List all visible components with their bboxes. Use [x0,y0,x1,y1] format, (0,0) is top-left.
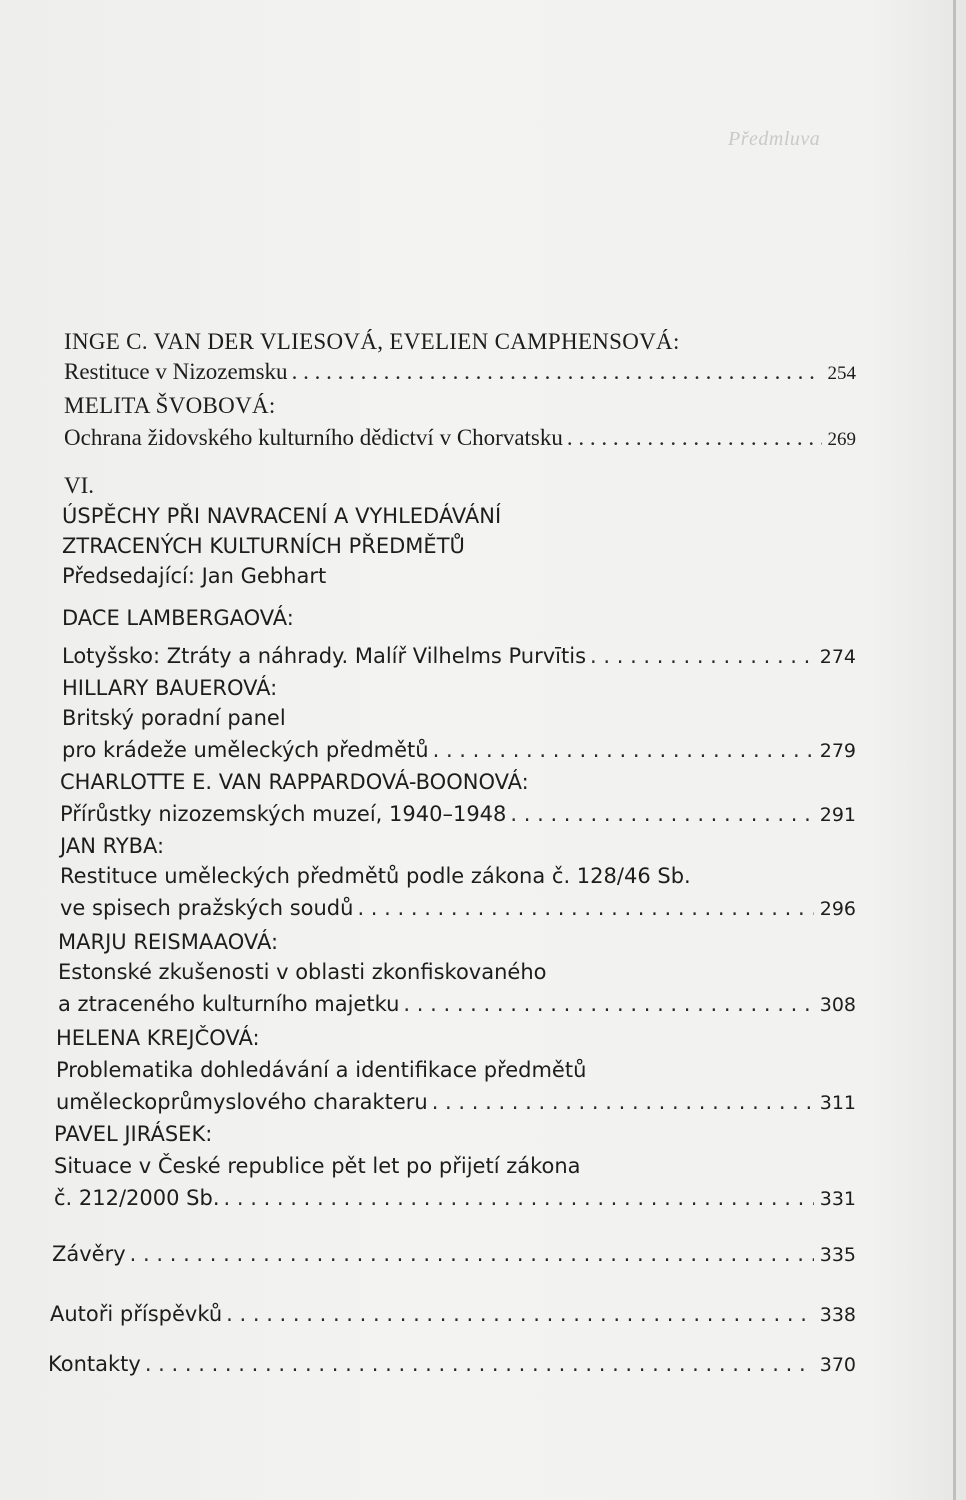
entry-author: DACE LAMBERGAOVÁ: [62,606,294,630]
entry-title-line2: uměleckoprůmyslového charakteru [56,1090,428,1114]
page-number: 370 [819,1354,856,1376]
toc-entry[interactable] [60,800,856,829]
page-number: 335 [819,1244,856,1266]
dot-leader [432,1088,814,1116]
section-chair: Předsedající: Jan Gebhart [62,564,327,588]
toc-entry-contacts[interactable] [48,1350,856,1379]
page-number: 274 [819,646,856,668]
entry-author: HELENA KREJČOVÁ: [56,1026,260,1050]
dot-leader [130,1240,814,1268]
entry-title-line1: Problematika dohledávání a identifikace předmětů [56,1058,587,1082]
toc-entry[interactable] [64,424,856,454]
page-number: 279 [819,740,856,762]
entry-author: PAVEL JIRÁSEK: [54,1122,213,1146]
toc-entry[interactable] [54,1184,856,1213]
toc-entry[interactable] [62,642,856,671]
entry-author: MARJU REISMAAOVÁ: [58,930,279,954]
page-number: 254 [827,363,856,384]
toc-entry[interactable] [64,358,856,388]
entry-title-line2: č. 212/2000 Sb. [54,1186,220,1210]
dot-leader [226,1300,814,1328]
toc-entry[interactable] [62,736,856,765]
entry-title-line1: Situace v České republice pět let po přijetí zákona [54,1154,581,1178]
page-number: 311 [819,1092,856,1114]
entry-title: Kontakty [48,1352,141,1376]
page-number: 296 [819,898,856,920]
entry-title-line2: a ztraceného kulturního majetku [58,992,400,1016]
dot-leader [224,1184,814,1212]
section-title-line2: ZTRACENÝCH KULTURNÍCH PŘEDMĚTŮ [62,534,465,558]
section-title-line1: ÚSPĚCHY PŘI NAVRACENÍ A VYHLEDÁVÁNÍ [62,504,502,528]
section-number: VI. [64,473,95,498]
toc-entry-conclusions[interactable] [52,1240,856,1269]
dot-leader [567,424,822,452]
entry-author: HILLARY BAUEROVÁ: [62,676,278,700]
dot-leader [292,358,822,386]
dot-leader [590,642,814,670]
dot-leader [145,1350,814,1378]
entry-author: JAN RYBA: [60,834,165,858]
entry-title-line2: pro krádeže uměleckých předmětů [62,738,429,762]
entry-author: CHARLOTTE E. VAN RAPPARDOVÁ-BOONOVÁ: [60,770,529,794]
show-through-heading: Předmluva [728,128,821,150]
entry-title: Ochrana židovského kulturního dědictví v Chorvatsku [64,425,563,450]
dot-leader [433,736,814,764]
entry-title-line1: Restituce uměleckých předmětů podle zákona č. 128/46 Sb. [60,864,691,888]
entry-title: Restituce v Nizozemsku [64,359,288,384]
entry-title: Autoři příspěvků [50,1302,223,1326]
entry-title: Lotyšsko: Ztráty a náhrady. Malíř Vilhelms Purvītis [62,644,587,668]
entry-title-line1: Estonské zkušenosti v oblasti zkonfiskovaného [58,960,547,984]
entry-title: Závěry [52,1242,126,1266]
toc-entry[interactable] [58,990,856,1019]
page-number: 308 [819,994,856,1016]
page-number: 338 [819,1304,856,1326]
entry-author: MELITA ŠVOBOVÁ: [64,393,276,418]
dot-leader [510,800,813,828]
entry-title: Přírůstky nizozemských muzeí, 1940–1948 [60,802,507,826]
toc-entry[interactable] [60,894,856,923]
entry-title-line2: ve spisech pražských soudů [60,896,354,920]
page-number: 291 [819,804,856,826]
page-number: 269 [827,429,856,450]
entry-author: INGE C. VAN DER VLIESOVÁ, EVELIEN CAMPHENSOVÁ: [64,329,680,354]
toc-entry-authors[interactable] [50,1300,856,1329]
dot-leader [357,894,813,922]
entry-title-line1: Britský poradní panel [62,706,286,730]
dot-leader [403,990,813,1018]
page-number: 331 [819,1188,856,1210]
toc-entry[interactable] [56,1088,856,1117]
